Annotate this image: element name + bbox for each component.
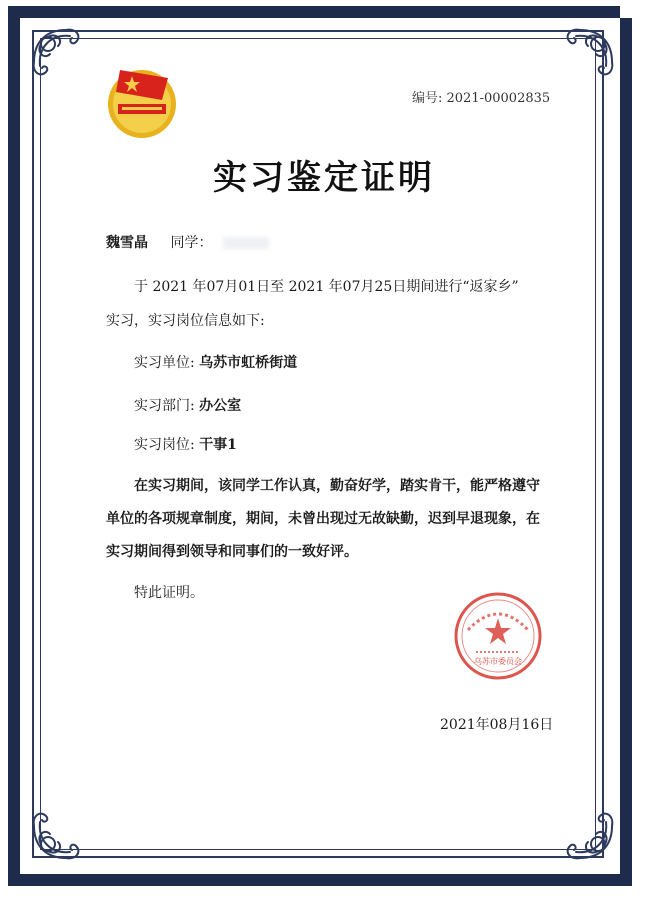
internship-unit-row	[134, 353, 297, 373]
internship-unit-label: 实习单位:	[134, 355, 195, 371]
ornament-corner-icon	[26, 796, 96, 866]
redacted-area	[223, 237, 269, 249]
internship-unit-value: 乌苏市虹桥街道	[199, 355, 298, 371]
internship-post-row	[134, 435, 237, 455]
ornament-corner-icon	[550, 796, 620, 866]
official-seal-icon	[452, 590, 544, 682]
youth-league-emblem-icon	[102, 60, 184, 142]
period-line-1: 于 2021 年07月01日至 2021 年07月25日期间进行“返家乡”	[134, 279, 519, 295]
closing-statement: 特此证明。	[134, 585, 204, 601]
evaluation-paragraph: 在实习期间，该同学工作认真，勤奋好学，踏实肯干，能严格遵守单位的各项规章制度，期间，未曾出现过无故缺勤，迟到早退现象，在实习期间得到领导和同事们的一致好评。	[106, 478, 540, 560]
certificate-serial-number: 编号: 2021-00002835	[412, 91, 551, 106]
issue-date: 2021年08月16日	[440, 717, 554, 733]
internship-post-label: 实习岗位:	[134, 437, 195, 453]
seal-text: 乌苏市委员会	[474, 657, 522, 666]
internship-dept-label: 实习部门:	[134, 398, 195, 414]
page-title: 实习鉴定证明	[213, 158, 435, 198]
ornament-corner-icon	[26, 22, 96, 92]
student-suffix: 同学：	[170, 235, 213, 251]
student-line	[106, 233, 269, 253]
ornament-corner-icon	[550, 22, 620, 92]
student-name: 魏雪晶	[106, 235, 148, 251]
internship-dept-value: 办公室	[199, 398, 242, 414]
internship-post-value: 干事1	[199, 437, 237, 453]
corner-tab	[620, 0, 648, 18]
period-line-2: 实习，实习岗位信息如下:	[106, 313, 265, 329]
internship-dept-row	[134, 396, 241, 416]
